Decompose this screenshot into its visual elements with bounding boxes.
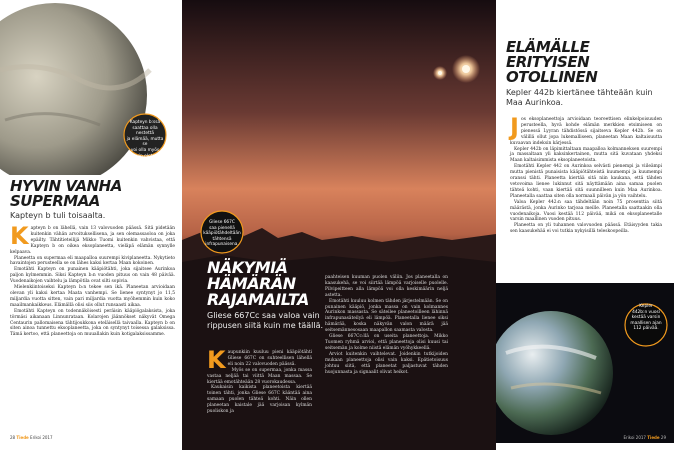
article-body — [10, 222, 175, 338]
page-footer-right — [623, 435, 666, 440]
headline-line-1: ELÄMÄLLE — [506, 38, 590, 56]
paragraph: Valoa Kepler 442:n saa tähdeltään noin 75 prosenttia siitä määrästä, jonka Aurinko tarjoaa meille. Planeetalla saattaakin olla vuodenaikoja. Vuosi kestää 112 päivää, mikä on eksoplaneetalle varsin maallinen vuoden pituus. — [510, 199, 662, 223]
dropcap: K — [10, 222, 29, 250]
subheadline: Gliese 667Cc saa valoa vain rippusen siitä kuin me täällä. — [207, 311, 324, 330]
paragraph: Gliese 667Cc:llä on useita planeettoja. Mikko Tuomen ryhmä arvioi, että planeettoja olisi kuusi tai seitsemän ja kolme niistä elämän vyöhykkeellä. — [325, 334, 448, 351]
page-number: 29 — [660, 435, 666, 440]
dropcap: J — [510, 113, 519, 141]
brand-name: Tiede — [16, 435, 29, 440]
planet-caption: Kepler 442b:n vuosi kestää varsin maallisen ajan 112 päivää. — [630, 304, 662, 332]
paragraph: os eksoplaneettoja arvioidaan teoreettisen elinkelpoisuuden perusteella, hyvä kohde elämän merkkien etsimiseen on pienessä Lyyran tähdistössä sijaitseva Kepler 442b. Se on välillä ollut jopa lukemalliseen, planeetan Maan kaltaisuutta kuvaavan indeksin kärjessä. — [510, 117, 662, 146]
paragraph: aupunkiin kuuluu pieni kääpiötähti Gliese 667C on suhteellisen lähellä eli noin 22 valovuoden päässä. — [227, 350, 312, 367]
paragraph: Mielenkiintoiseksi Kapteyn b:n tekee sen ikä. Planeetan arvioidaan olevan yli kaksi kertaa Maata vanhempi. Se lienee syntynyt jo 11,5 miljardia vuotta sitten, vain pari miljardia vuotta myöhemmin kuin koko maailmankaikkeus. Elämällä olisi siis ollut runsaasti aikaa. — [10, 285, 175, 308]
paragraph: Emotähti Kapteyn on todennäköisesti peräisin kääpiögalaksista, joka törmäsi aikanaan Linnunrataan. Kolarojen jäännökset näkyvät Omega Centaurin pallomaisena tähtijoukkona eteläisellä taivaalla. Kapteyn b on siten ainoa tunnettu eksoplaneetta, joka on syntynyt toisessa galaksissa. Tämä kertoo, että planeettoja on muuallakin kuin kotigalaksissamme. — [10, 308, 175, 338]
right-page — [496, 0, 674, 450]
headline — [506, 40, 666, 85]
subheadline: Kapteyn b tuli toisaalta. — [10, 211, 106, 220]
paragraph: apteyn b on lähellä, vain 13 valovuoden päässä. Sitä pidetään kuitenkin vähän arvoituksellisena, ja sen olemassaoloa on joka epäilty. Tähtitieteilijä Mikko Tuomi kuitenkin vahvistaa, että Kapteyn b on oikea eksoplaneetta, vieläpä elämän synnylle kelpaava. — [10, 226, 175, 255]
article-body-col-2 — [325, 275, 448, 375]
page-footer-left — [10, 435, 53, 440]
paragraph: Emotähti Kepler 442 on Aurinkoa selvästi pienempi ja viileämpi mutta pienistä punaisista kääpiötähteistä kuumempi ja kuumempi oranssi tähti. Planeetta kiertää sitä niin kaukana, että tähden vetovoima lienee lukinnut sitä näyttämään aina samaa puolen tähteä kohti, vaan kiertää sitä suunnilleen kuin Maa Aurinkoa. Planeetalla saattaa siten olla normaali päivän ja yön vaihtelu. — [510, 164, 662, 199]
landscape-caption: Gliese 667C saa pienellä kääpiötähdeltään tähtensä infrapunaisena. — [203, 220, 241, 248]
paragraph: Emotähti Kapteyn on punainen kääpiötähti, joka sijaitsee Aurinkoa paljon kylmemmin. Siksi Kapteyn b:n vuoden pituus on vain 48 päivää. Vuodenaikojen vaihtelu ja lämpötila ovat silti sopivia. — [10, 267, 175, 285]
article-body — [510, 113, 662, 235]
headline-line-2: HÄMÄRÄN — [207, 274, 296, 293]
headline-line-1: NÄKYMIÄ — [207, 258, 288, 277]
headline-line-3: OTOLLINEN — [506, 68, 598, 86]
brand-name: Tiede — [647, 435, 660, 440]
headline-line-3: RAJAMAILTA — [207, 290, 309, 309]
planet-caption: Kapteyn b:ssä saattaa olla nestettä ja elämää, mutta se voi olla myös hyvin eloton. — [126, 120, 164, 159]
headline — [10, 179, 175, 209]
issue-label: Erikoi 2017 — [623, 435, 646, 440]
paragraph: Kepler 442b on läpimittaltaan maapalloa kolmanneksen suurempi ja massaltaan yli kaksinkertainen, mutta sitä kuvataan yhdeksi Maan kaltaisimmista eksoplaneetoista. — [510, 146, 662, 164]
headline-line-2: ERITYISEN — [506, 53, 590, 71]
paragraph: Kaukaisin kaikista planeetoista kiertää toinen tähti, jonka Gliese 667C kääntää aina samaan puolen tähteä kohti. Näin ollen planeetan kaistale jää varjoisan kylmän puoliskon ja — [207, 385, 312, 415]
issue-label: Erikoi 2017 — [30, 435, 53, 440]
paragraph: Planeetta on yli tuhannen valovuoden päässä. Etäisyyden takia sen kaasukehää ei voi tutkia nykyisillä teleskoopeilla. — [510, 223, 662, 235]
paragraph: Arviot kuitenkin vaihtelevat. Joidenkin tutkijoiden mukaan planeettoja olisi vain kaksi. Epätietoisuus johtuu siitä, että planeetat paljastuvat tähden huojunnasta ja signaalit olivat heikot. — [325, 351, 448, 375]
paragraph: paahteisen kuuman puolen väliin. Jos planeetalla on kaasukehä, se voi siirtää lämpöä varjoiselle puolelle. Pilvipeitteen alla lämpöä voi olla keskimäärin neljä astetta. — [325, 275, 448, 298]
paragraph: Myös se on supermaa, jonka massa vastaa neljää tai viittä Maan massaa. Se kiertää emotähteään 28 vuorokaudessa. — [207, 367, 312, 385]
left-page — [0, 0, 182, 450]
dropcap: K — [207, 346, 226, 374]
article-body-col-1 — [207, 346, 312, 415]
subheadline: Kepler 442b kiertänee tähteään kuin Maa Aurinkoa. — [506, 88, 653, 107]
paragraph: Emotähti kuuluu kolmen tähden järjestelmään. Se on punainen kääpiö, jonka massa on vain kolmannes Aurinkon massasta. Se säteilee planeetoilleen lähinnä infrapunasäteilyä eli lämpöä. Planeetalla lienee siksi hämärää, koska näkyvän valon määrä jää seitsemännesosaan maapallon saamasta valosta. — [325, 298, 448, 334]
headline-line-2: SUPERMAA — [10, 192, 100, 210]
middle-page — [182, 0, 496, 450]
page-number: 28 — [10, 435, 16, 440]
headline-line-1: HYVIN VANHA — [10, 177, 122, 195]
paragraph: Planeetta on supermaa eli maapalloa suurempi kiviplaneetta. Nykytieto havaintojen perusteella se on lähes kaksi kertaa Maan kokoinen. — [10, 255, 175, 267]
